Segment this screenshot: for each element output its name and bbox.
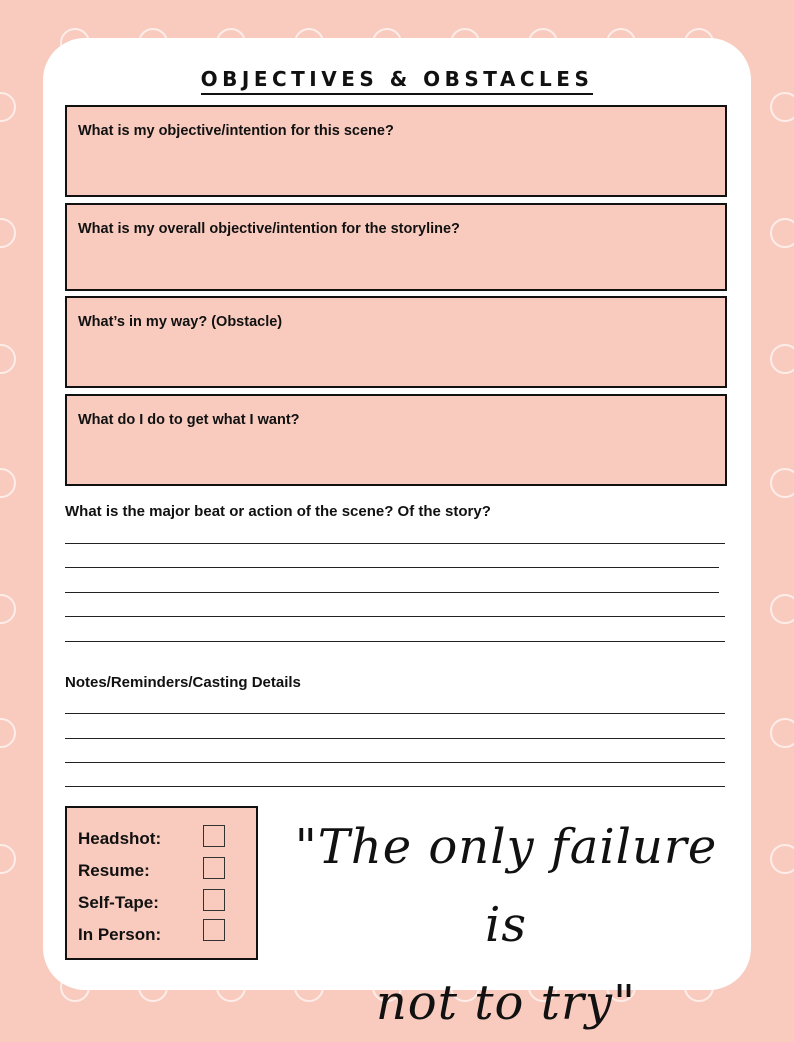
question-label: What do I do to get what I want? [78, 412, 300, 428]
page-title-wrapper [43, 67, 751, 91]
beat-section-label: What is the major beat or action of the scene? Of the story? [65, 503, 491, 520]
decorative-circle [0, 844, 16, 874]
motivational-quote [271, 808, 741, 1031]
decorative-circle [0, 718, 16, 748]
decorative-circle [0, 468, 16, 498]
checklist-label: Resume: [78, 861, 150, 880]
writing-line[interactable] [65, 592, 719, 593]
writing-line[interactable] [65, 567, 719, 568]
writing-line[interactable] [65, 786, 725, 787]
checklist-row-self-tape [78, 889, 248, 917]
decorative-circle [0, 594, 16, 624]
checklist-row-in-person [78, 921, 248, 949]
checklist-label: Headshot: [78, 829, 162, 848]
writing-line[interactable] [65, 713, 725, 714]
checklist-label: In Person: [78, 925, 162, 944]
writing-line[interactable] [65, 616, 725, 617]
decorative-circle [770, 844, 794, 874]
writing-line[interactable] [65, 543, 725, 544]
decorative-circle [0, 92, 16, 122]
submission-checklist [65, 806, 258, 960]
checklist-row-headshot [78, 825, 248, 853]
in-person-checkbox[interactable] [203, 919, 225, 941]
question-box-obstacle[interactable] [65, 296, 727, 388]
decorative-circle [770, 344, 794, 374]
writing-line[interactable] [65, 641, 725, 642]
question-box-tactics[interactable] [65, 394, 727, 486]
decorative-circle [770, 594, 794, 624]
page-title: OBJECTIVES & OBSTACLES [201, 67, 594, 95]
decorative-circle [770, 718, 794, 748]
question-box-storyline-objective[interactable] [65, 203, 727, 291]
question-label: What is my overall objective/intention for the storyline? [78, 221, 460, 237]
writing-line[interactable] [65, 738, 725, 739]
decorative-circle [770, 468, 794, 498]
decorative-circle [770, 92, 794, 122]
checklist-row-resume [78, 857, 248, 885]
question-box-scene-objective[interactable] [65, 105, 727, 197]
decorative-circle [0, 344, 16, 374]
question-label: What is my objective/intention for this scene? [78, 123, 394, 139]
decorative-circle [770, 218, 794, 248]
quote-line-1: "The only failure is [294, 819, 718, 953]
question-label: What’s in my way? (Obstacle) [78, 314, 283, 330]
headshot-checkbox[interactable] [203, 825, 225, 847]
resume-checkbox[interactable] [203, 857, 225, 879]
decorative-circle [0, 218, 16, 248]
checklist-label: Self-Tape: [78, 893, 159, 912]
worksheet-card [43, 38, 751, 1031]
writing-line[interactable] [65, 762, 725, 763]
notes-section-label: Notes/Reminders/Casting Details [65, 674, 301, 691]
quote-line-2: not to try" [375, 975, 637, 1031]
self-tape-checkbox[interactable] [203, 889, 225, 911]
